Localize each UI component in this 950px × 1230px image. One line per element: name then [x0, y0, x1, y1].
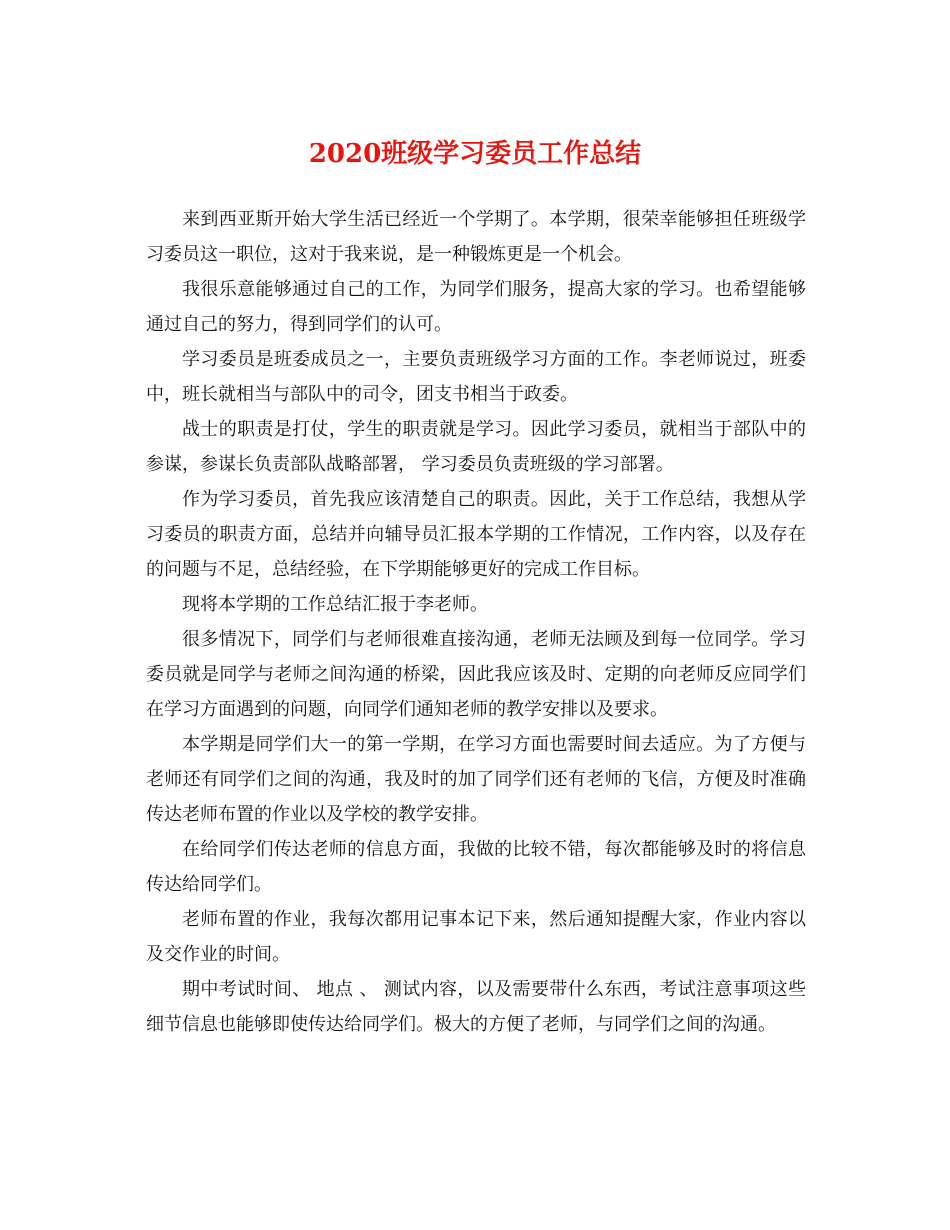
paragraph-5: 作为学习委员，首先我应该清楚自己的职责。因此，关于工作总结，我想从学习委员的职责方面，总结并向辅导员汇报本学期的工作情况，工作内容，以及存在的问题与不足，总结经验，在下学期能够更好的完成工作目标。 — [146, 489, 806, 580]
paragraph-2: 我很乐意能够通过自己的工作，为同学们服务，提高大家的学习。也希望能够通过自己的努力，得到同学们的认可。 — [146, 279, 806, 335]
document-body — [146, 202, 806, 1042]
paragraph-6: 现将本学期的工作总结汇报于李老师。 — [182, 594, 488, 615]
paragraph-4: 战士的职责是打仗，学生的职责就是学习。因此学习委员，就相当于部队中的参谋，参谋长负责部队战略部署， 学习委员负责班级的学习部署。 — [146, 419, 806, 475]
paragraph-11: 期中考试时间、 地点 、 测试内容，以及需要带什么东西，考试注意事项这些细节信息也能够即使传达给同学们。极大的方便了老师，与同学们之间的沟通。 — [146, 979, 806, 1035]
paragraph-3: 学习委员是班委成员之一，主要负责班级学习方面的工作。李老师说过，班委中，班长就相当与部队中的司令，团支书相当于政委。 — [146, 349, 806, 405]
paragraph-10: 老师布置的作业，我每次都用记事本记下来，然后通知提醒大家，作业内容以及交作业的时间。 — [146, 909, 806, 965]
paragraph-7: 很多情况下，同学们与老师很难直接沟通，老师无法顾及到每一位同学。学习委员就是同学与老师之间沟通的桥梁，因此我应该及时、定期的向老师反应同学们在学习方面遇到的问题，向同学们通知老师的教学安排以及要求。 — [146, 629, 806, 720]
paragraph-1: 来到西亚斯开始大学生活已经近一个学期了。本学期，很荣幸能够担任班级学习委员这一职位，这对于我来说，是一种锻炼更是一个机会。 — [146, 209, 806, 265]
paragraph-9: 在给同学们传达老师的信息方面，我做的比较不错，每次都能够及时的将信息传达给同学们。 — [146, 839, 806, 895]
document-title: 2020班级学习委员工作总结 — [308, 139, 642, 169]
paragraph-8: 本学期是同学们大一的第一学期，在学习方面也需要时间去适应。为了方便与老师还有同学们之间的沟通，我及时的加了同学们还有老师的飞信，方便及时准确传达老师布置的作业以及学校的教学安排。 — [146, 734, 806, 825]
